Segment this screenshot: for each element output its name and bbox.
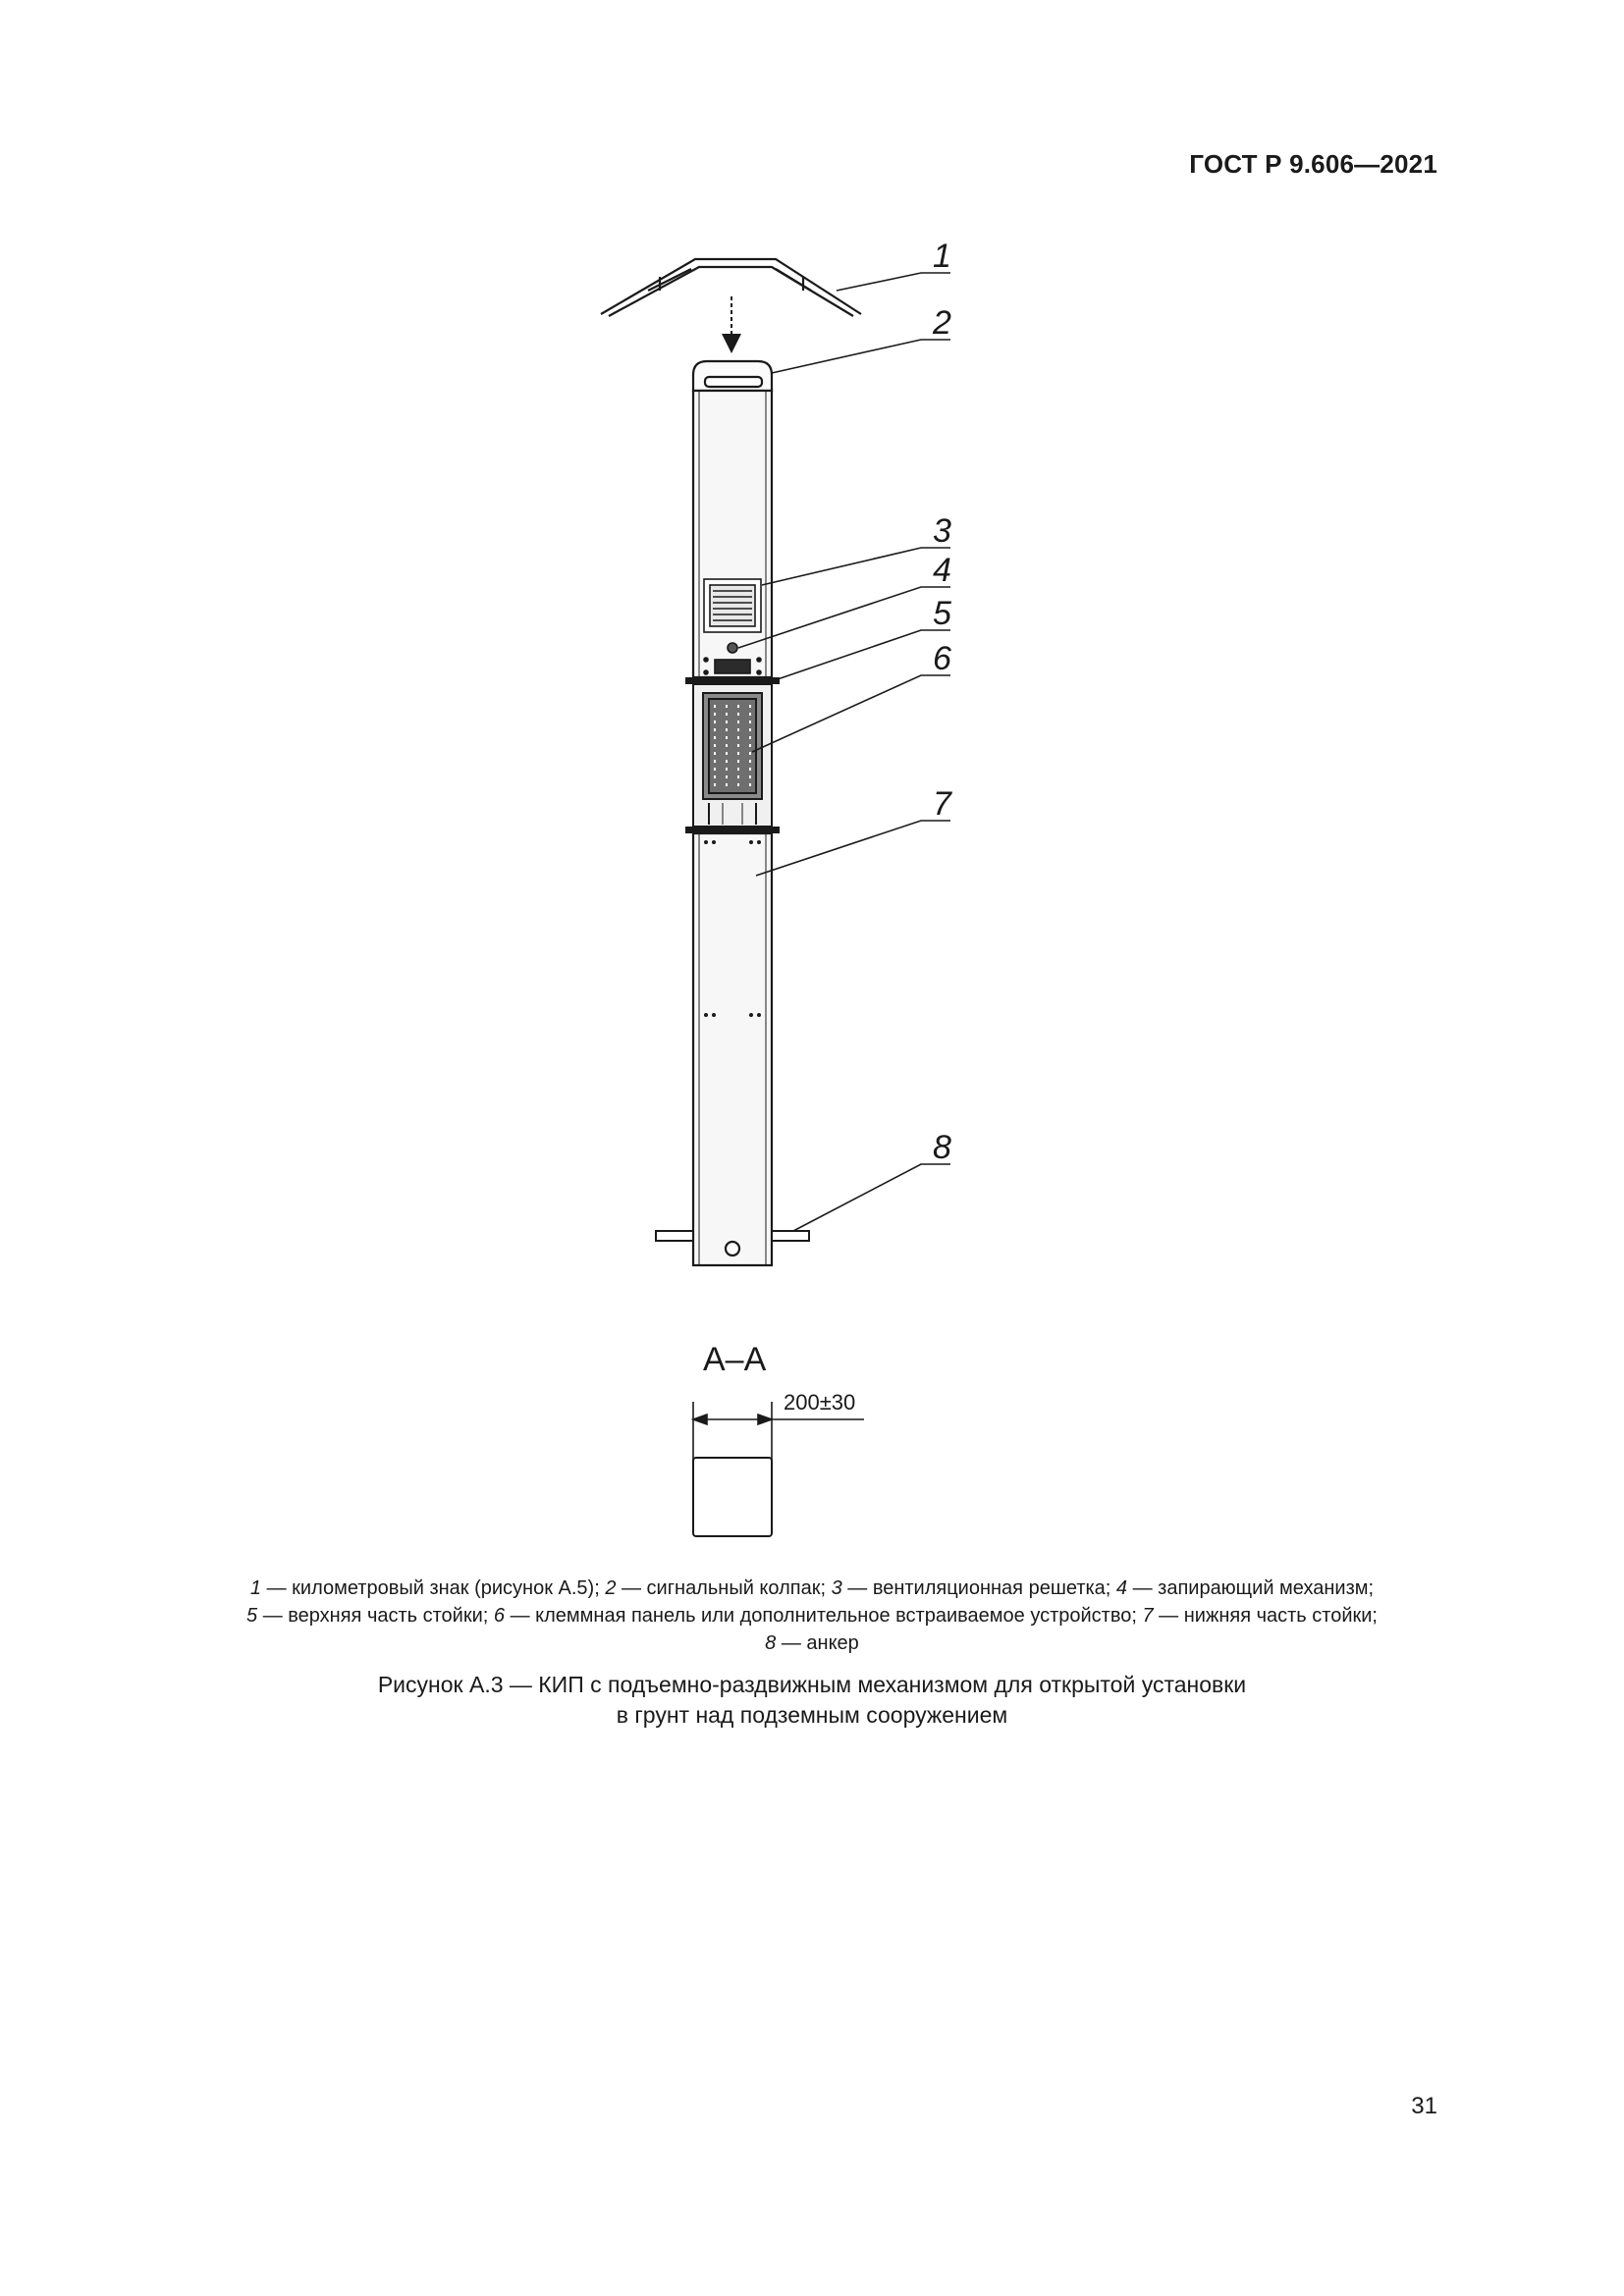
terminal-panel (693, 684, 772, 827)
upper-post-section (693, 391, 772, 677)
legend-item: 7 — нижняя часть стойки; (1142, 1605, 1378, 1627)
callout-1: 1 (933, 238, 951, 275)
callout-labels (932, 238, 952, 1166)
signal-cap (693, 361, 772, 391)
callout-3: 3 (933, 512, 951, 550)
caption-line-2: в грунт над подземным сооружением (616, 1702, 1008, 1728)
lower-post-section (693, 833, 772, 1265)
legend-item: 8 — анкер (765, 1632, 859, 1654)
legend-item: 2 — сигнальный колпак; (605, 1577, 832, 1599)
page-number: 31 (1411, 2093, 1437, 2119)
legend-item: 5 — верхняя часть стойки; (246, 1605, 494, 1627)
legend-item: 6 — клеммная панель или дополнительное встраиваемое устройство; (493, 1605, 1143, 1627)
legend-item: 1 — километровый знак (рисунок А.5); (249, 1577, 606, 1599)
figure-legend (118, 1575, 1506, 1657)
callout-6: 6 (933, 640, 951, 677)
callout-8: 8 (933, 1129, 951, 1166)
callout-7: 7 (933, 785, 951, 823)
legend-item: 4 — запирающий механизм; (1115, 1577, 1375, 1599)
upper-flange (685, 677, 780, 684)
ventilation-grille (704, 579, 761, 632)
figure-caption (118, 1670, 1506, 1731)
legend-item: 3 — вентиляционная решетка; (831, 1577, 1116, 1599)
callout-4: 4 (933, 552, 951, 589)
callout-2: 2 (933, 304, 951, 342)
dimension-value: 200±30 (784, 1390, 856, 1415)
section-label: А–А (703, 1341, 767, 1378)
callout-5: 5 (933, 595, 951, 632)
document-header-code: ГОСТ Р 9.606—2021 (1189, 149, 1437, 179)
kilometer-sign (601, 259, 861, 316)
section-square (693, 1458, 772, 1536)
caption-line-1: Рисунок А.3 — КИП с подъемно-раздвижным механизмом для открытой установки (377, 1672, 1247, 1697)
